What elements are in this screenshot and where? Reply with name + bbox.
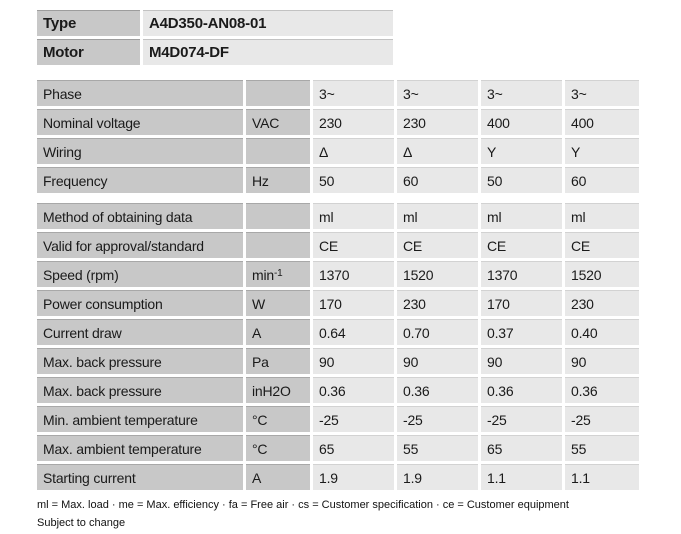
row-value: 90 <box>313 348 394 374</box>
row-unit: Pa <box>246 348 310 374</box>
row-value: 90 <box>565 348 639 374</box>
row-label: Valid for approval/standard <box>37 232 243 258</box>
row-value: Y <box>565 138 639 164</box>
row-value: Y <box>481 138 562 164</box>
type-value: A4D350-AN08-01 <box>143 10 393 36</box>
row-value: 0.36 <box>565 377 639 403</box>
table-row <box>37 435 681 461</box>
row-value: 0.36 <box>481 377 562 403</box>
row-value: 3~ <box>313 80 394 106</box>
row-label: Current draw <box>37 319 243 345</box>
row-value: 1370 <box>313 261 394 287</box>
row-value: 170 <box>481 290 562 316</box>
row-value: 230 <box>313 109 394 135</box>
row-value: Δ <box>313 138 394 164</box>
row-value: 90 <box>481 348 562 374</box>
row-value: 170 <box>313 290 394 316</box>
row-value: 50 <box>313 167 394 193</box>
row-value: 0.37 <box>481 319 562 345</box>
row-unit: Hz <box>246 167 310 193</box>
table-row <box>37 109 681 135</box>
motor-value: M4D074-DF <box>143 39 393 65</box>
row-value: 65 <box>481 435 562 461</box>
motor-label: Motor <box>37 39 140 65</box>
row-value: 65 <box>313 435 394 461</box>
table-row <box>37 10 681 36</box>
row-value: 400 <box>565 109 639 135</box>
table-row <box>37 261 681 287</box>
row-unit: inH2O <box>246 377 310 403</box>
row-value: 0.70 <box>397 319 478 345</box>
row-value: 1.1 <box>565 464 639 490</box>
row-value: 1.1 <box>481 464 562 490</box>
row-value: 3~ <box>397 80 478 106</box>
row-unit <box>246 80 310 106</box>
row-label: Phase <box>37 80 243 106</box>
subject-to-change-note: Subject to change <box>37 517 126 530</box>
row-value: 55 <box>565 435 639 461</box>
row-value: ml <box>481 203 562 229</box>
row-value: 1370 <box>481 261 562 287</box>
row-value: 60 <box>397 167 478 193</box>
row-value: 0.40 <box>565 319 639 345</box>
row-label: Power consumption <box>37 290 243 316</box>
row-label: Min. ambient temperature <box>37 406 243 432</box>
row-value: -25 <box>481 406 562 432</box>
table-row <box>37 203 681 229</box>
row-unit: °C <box>246 435 310 461</box>
row-value: 230 <box>397 290 478 316</box>
table-row <box>37 377 681 403</box>
table-row <box>37 232 681 258</box>
row-label: Speed (rpm) <box>37 261 243 287</box>
row-value: 60 <box>565 167 639 193</box>
row-value: -25 <box>565 406 639 432</box>
row-value: -25 <box>397 406 478 432</box>
row-value: CE <box>565 232 639 258</box>
row-value: 55 <box>397 435 478 461</box>
type-label: Type <box>37 10 140 36</box>
row-value: CE <box>397 232 478 258</box>
row-unit: A <box>246 319 310 345</box>
row-label: Wiring <box>37 138 243 164</box>
row-label: Starting current <box>37 464 243 490</box>
unit-superscript: -1 <box>273 267 283 279</box>
row-value: CE <box>481 232 562 258</box>
row-unit <box>246 138 310 164</box>
table-row <box>37 464 681 490</box>
row-value: 1520 <box>565 261 639 287</box>
row-value: 0.36 <box>313 377 394 403</box>
row-unit: min $^{-1}$ <box>246 261 310 287</box>
row-value: CE <box>313 232 394 258</box>
type-motor-table <box>37 10 681 65</box>
row-value: 0.64 <box>313 319 394 345</box>
spec-table <box>37 80 681 490</box>
row-value: 3~ <box>565 80 639 106</box>
row-unit: °C <box>246 406 310 432</box>
row-label: Frequency <box>37 167 243 193</box>
table-row <box>37 80 681 106</box>
row-value: ml <box>313 203 394 229</box>
table-row <box>37 290 681 316</box>
row-label: Max. back pressure <box>37 377 243 403</box>
row-value: 1520 <box>397 261 478 287</box>
row-label: Nominal voltage <box>37 109 243 135</box>
table-row <box>37 167 681 193</box>
row-value: -25 <box>313 406 394 432</box>
row-value: ml <box>397 203 478 229</box>
datasheet-page <box>0 10 681 534</box>
table-row <box>37 406 681 432</box>
row-unit: VAC <box>246 109 310 135</box>
table-row <box>37 39 681 65</box>
row-value: 400 <box>481 109 562 135</box>
row-unit <box>246 203 310 229</box>
table-row <box>37 348 681 374</box>
row-value: 50 <box>481 167 562 193</box>
row-unit <box>246 232 310 258</box>
row-value: 1.9 <box>397 464 478 490</box>
row-value: 1.9 <box>313 464 394 490</box>
row-value: 230 <box>565 290 639 316</box>
table-row <box>37 138 681 164</box>
row-unit: A <box>246 464 310 490</box>
row-unit: W <box>246 290 310 316</box>
row-label: Max. back pressure <box>37 348 243 374</box>
row-value: ml <box>565 203 639 229</box>
row-value: 3~ <box>481 80 562 106</box>
footer <box>37 496 681 532</box>
row-value: 0.36 <box>397 377 478 403</box>
row-value: 230 <box>397 109 478 135</box>
row-value: 90 <box>397 348 478 374</box>
row-value: Δ <box>397 138 478 164</box>
row-label: Method of obtaining data <box>37 203 243 229</box>
table-row <box>37 319 681 345</box>
row-label: Max. ambient temperature <box>37 435 243 461</box>
legend-text: ml = Max. load · me = Max. efficiency · fa = Free air · cs = Customer specification · ce = Customer equipment <box>37 499 569 511</box>
